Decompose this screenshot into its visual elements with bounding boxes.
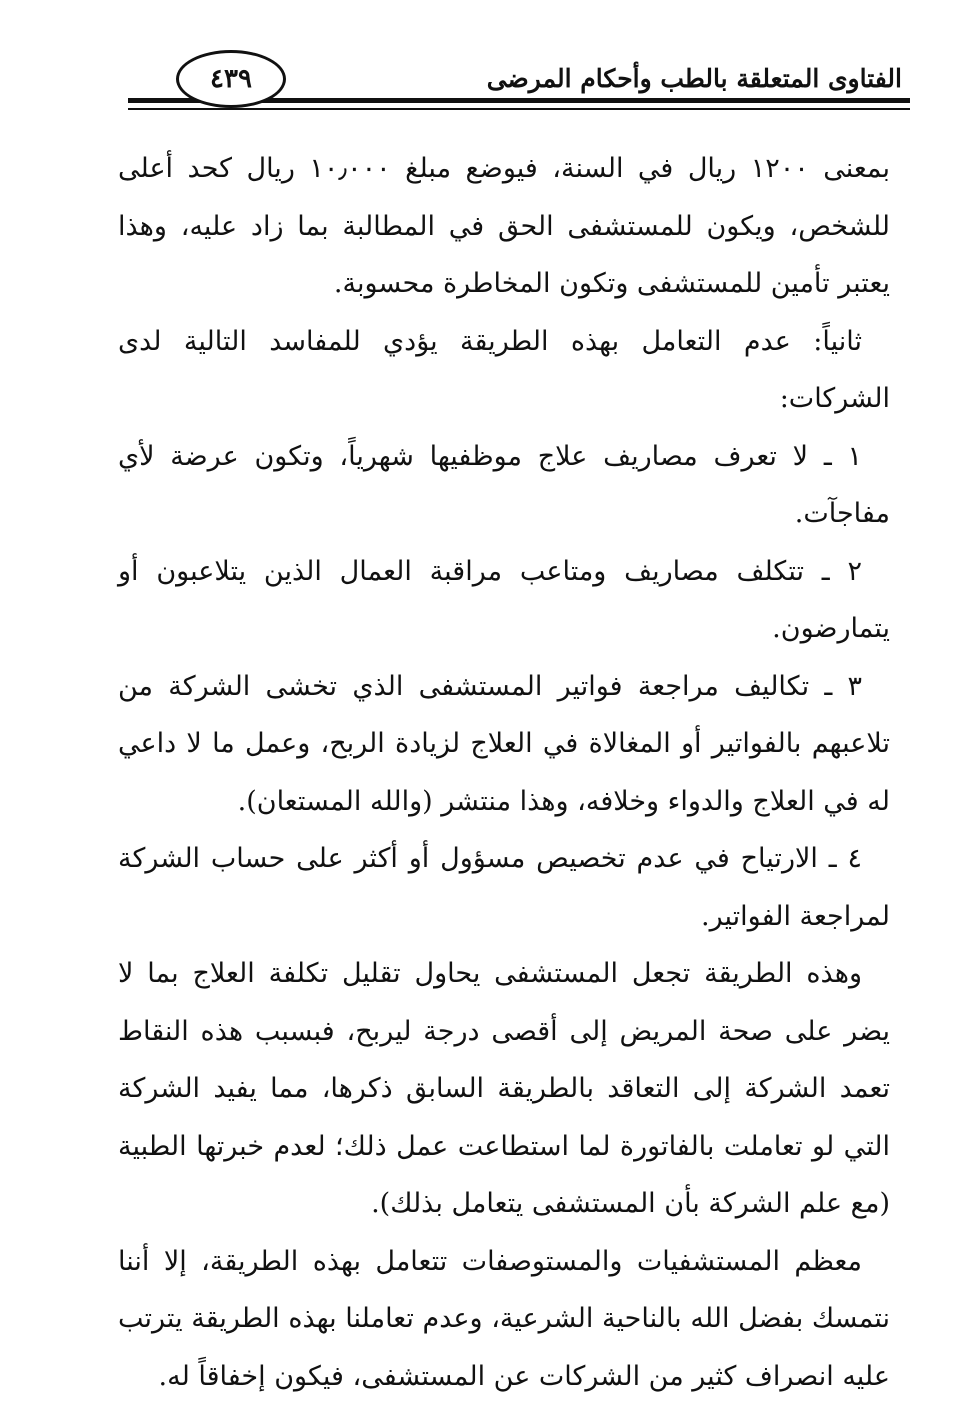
paragraph-method: وهذه الطريقة تجعل المستشفى يحاول تقليل تكلفة العلاج بما لا يضر على صحة المريض إلى أقصى درجة ليربح، فبسبب هذه النقاط تعمد الشركة إلى التعاقد بالطريقة السابق ذكرها، مما يفيد الشركة التي لو تعاملت بالفاتورة لما استطاعت عمل ذلك؛ لعدم خبرتها الطبية (مع علم الشركة بأن المستشفى يتعامل بذلك). bbox=[118, 945, 890, 1233]
paragraph-secondly: ثانياً: عدم التعامل بهذه الطريقة يؤدي للمفاسد التالية لدى الشركات: bbox=[118, 313, 890, 428]
list-item-3: ٣ ـ تكاليف مراجعة فواتير المستشفى الذي تخشى الشركة من تلاعبهم بالفواتير أو المغالاة في العلاج لزيادة الربح، وعمل ما لا داعي له في العلاج والدواء وخلافه، وهذا منتشر (والله المستعان). bbox=[118, 658, 890, 831]
page-number: ٤٣٩ bbox=[176, 50, 286, 108]
header-rule-thin bbox=[128, 108, 910, 110]
paragraph-continuation: بمعنى ١٢٠٠ ريال في السنة، فيوضع مبلغ ١٠٫٠٠٠ ريال كحد أعلى للشخص، ويكون للمستشفى الحق في المطالبة بما زاد عليه، وهذا يعتبر تأمين للمستشفى وتكون المخاطرة محسوبة. bbox=[118, 140, 890, 313]
body-text bbox=[118, 140, 890, 1405]
page-header bbox=[120, 42, 910, 122]
running-title: الفتاوى المتعلقة بالطب وأحكام المرضى bbox=[487, 64, 902, 93]
paragraph-hospitals: معظم المستشفيات والمستوصفات تتعامل بهذه الطريقة، إلا أننا نتمسك بفضل الله بالناحية الشرعية، وعدم تعاملنا بهذه الطريقة يترتب عليه انصراف كثير من الشركات عن المستشفى، فيكون إخفاقاً له. bbox=[118, 1233, 890, 1405]
list-item-4: ٤ ـ الارتياح في عدم تخصيص مسؤول أو أكثر على حساب الشركة لمراجعة الفواتير. bbox=[118, 830, 890, 945]
list-item-2: ٢ ـ تتكلف مصاريف ومتاعب مراقبة العمال الذين يتلاعبون أو يتمارضون. bbox=[118, 543, 890, 658]
list-item-1: ١ ـ لا تعرف مصاريف علاج موظفيها شهرياً، وتكون عرضة لأي مفاجآت. bbox=[118, 428, 890, 543]
